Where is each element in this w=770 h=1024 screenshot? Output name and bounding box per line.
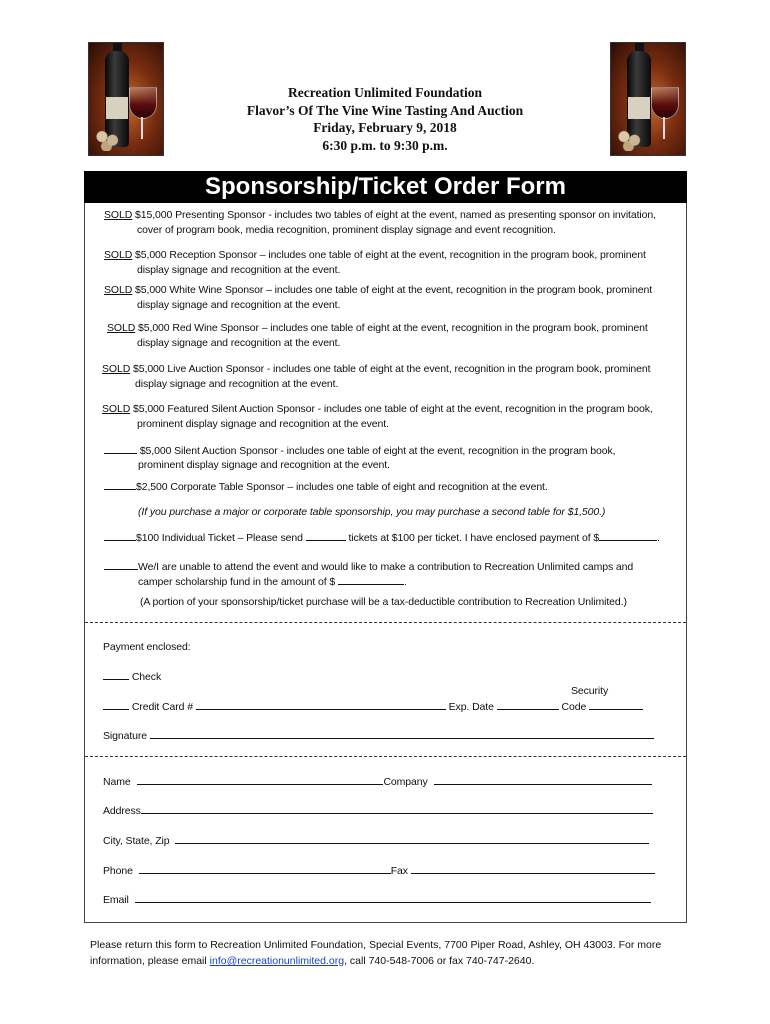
sponsor-presenting[interactable]: SOLD $15,000 Presenting Sponsor - includes two tables of eight at the event, named as presenting sponsor on invitation,: [104, 209, 656, 221]
blank-line[interactable]: [104, 479, 136, 490]
divider: [85, 622, 686, 623]
wine-image-right: [610, 42, 686, 156]
phone-fax-row[interactable]: Phone Fax: [103, 863, 655, 879]
fax-field[interactable]: [411, 863, 655, 874]
check-option[interactable]: Check: [103, 669, 161, 685]
sponsor-live-auction-desc: display signage and recognition at the event.: [135, 378, 339, 390]
sponsor-featured-silent-auction-desc: prominent display signage and recognition at the event.: [137, 418, 389, 430]
sponsor-red-wine-desc: display signage and recognition at the event.: [137, 337, 341, 349]
org-name: Recreation Unlimited Foundation: [287, 85, 482, 100]
blank-line[interactable]: [104, 443, 137, 454]
grapes: [615, 127, 645, 151]
sponsor-white-wine[interactable]: SOLD $5,000 White Wine Sponsor – includes one table of eight at the event, recognition in the program book, prominent: [104, 284, 653, 296]
email-field[interactable]: [135, 892, 651, 903]
individual-ticket[interactable]: $100 Individual Ticket – Please send tickets at $100 per ticket. I have enclosed payment of $ .: [104, 530, 660, 546]
wine-glass: [651, 87, 679, 119]
signature-field[interactable]: [150, 728, 654, 739]
payment-amount-field[interactable]: [599, 530, 657, 541]
company-field[interactable]: [434, 774, 652, 785]
check-blank[interactable]: [103, 669, 129, 680]
grapes: [93, 127, 123, 151]
card-number-field[interactable]: [196, 699, 446, 710]
city-row[interactable]: City, State, Zip: [103, 833, 649, 849]
sponsor-silent-auction-desc: prominent display signage and recognition at the event.: [138, 459, 390, 471]
footer-line-2: information, please email info@recreationunlimited.org, call 740-548-7006 or fax 740-747-2640.: [90, 955, 535, 967]
contribution[interactable]: We/I are unable to attend the event and would like to make a contribution to Recreation Unlimited camps and: [104, 559, 633, 575]
wine-glass: [129, 87, 157, 119]
sold-mark: SOLD: [104, 284, 133, 296]
security-label: Security: [571, 685, 609, 697]
credit-card-blank[interactable]: [103, 699, 129, 710]
blank-line[interactable]: [104, 559, 138, 570]
second-table-note: (If you purchase a major or corporate table sponsorship, you may purchase a second table for $1,500.): [138, 506, 606, 518]
address-field[interactable]: [141, 803, 653, 814]
glass-stem: [663, 117, 665, 139]
event-date: Friday, February 9, 2018: [313, 120, 457, 135]
sponsor-live-auction[interactable]: SOLD $5,000 Live Auction Sponsor - includes one table of eight at the event, recognition in the program book, prominent: [102, 363, 651, 375]
sponsor-white-wine-desc: display signage and recognition at the event.: [137, 299, 341, 311]
blank-line[interactable]: [104, 530, 136, 541]
sold-mark: SOLD: [102, 403, 131, 415]
signature-row[interactable]: Signature: [103, 728, 654, 744]
contribution-amount-field[interactable]: [338, 574, 404, 585]
credit-card-row[interactable]: Credit Card # Exp. Date Code: [103, 699, 643, 715]
form-title: Sponsorship/Ticket Order Form: [84, 171, 687, 203]
exp-date-field[interactable]: [497, 699, 559, 710]
sponsor-featured-silent-auction[interactable]: SOLD $5,000 Featured Silent Auction Sponsor - includes one table of eight at the event, recognition in the program book,: [102, 403, 653, 415]
name-company-row[interactable]: Name Company: [103, 774, 652, 790]
sponsor-corporate-table[interactable]: $2,500 Corporate Table Sponsor – includes one table of eight and recognition at the event.: [104, 479, 548, 495]
city-state-zip-field[interactable]: [175, 833, 649, 844]
return-instructions: [90, 937, 690, 969]
sponsor-reception[interactable]: SOLD $5,000 Reception Sponsor – includes one table of eight at the event, recognition in the program book, prominent: [104, 249, 646, 261]
payment-heading: Payment enclosed:: [103, 641, 191, 653]
event-header: [210, 84, 560, 154]
bottle-label: [106, 97, 128, 119]
glass-stem: [141, 117, 143, 139]
sold-mark: SOLD: [104, 209, 133, 221]
footer-line-1: Please return this form to Recreation Unlimited Foundation, Special Events, 7700 Piper Road, Ashley, OH 43003. For more: [90, 939, 662, 951]
bottle-label: [628, 97, 650, 119]
sold-mark: SOLD: [104, 249, 133, 261]
phone-field[interactable]: [139, 863, 391, 874]
sold-mark: SOLD: [102, 363, 131, 375]
tax-note: (A portion of your sponsorship/ticket purchase will be a tax-deductible contribution to Recreation Unlimited.): [140, 596, 627, 608]
contribution-amount-row: camper scholarship fund in the amount of $ .: [138, 576, 407, 588]
sponsor-red-wine[interactable]: SOLD $5,000 Red Wine Sponsor – includes one table of eight at the event, recognition in the program book, prominent: [107, 322, 648, 334]
security-code-field[interactable]: [589, 699, 643, 710]
address-row[interactable]: Address: [103, 803, 653, 819]
email-row[interactable]: Email: [103, 892, 651, 908]
divider: [85, 756, 686, 757]
sponsor-presenting-desc: cover of program book, media recognition, prominent display signage and event recognition.: [137, 224, 556, 236]
event-time: 6:30 p.m. to 9:30 p.m.: [322, 137, 448, 153]
wine-image-left: [88, 42, 164, 156]
event-name: Flavor’s Of The Vine Wine Tasting And Auction: [246, 102, 524, 118]
ticket-quantity-field[interactable]: [306, 530, 346, 541]
name-field[interactable]: [137, 774, 383, 785]
sponsor-silent-auction[interactable]: $5,000 Silent Auction Sponsor - includes one table of eight at the event, recognition in the program book,: [104, 443, 615, 459]
sponsor-reception-desc: display signage and recognition at the event.: [137, 264, 341, 276]
sold-mark: SOLD: [107, 322, 136, 334]
email-link[interactable]: info@recreationunlimited.org: [209, 955, 345, 967]
